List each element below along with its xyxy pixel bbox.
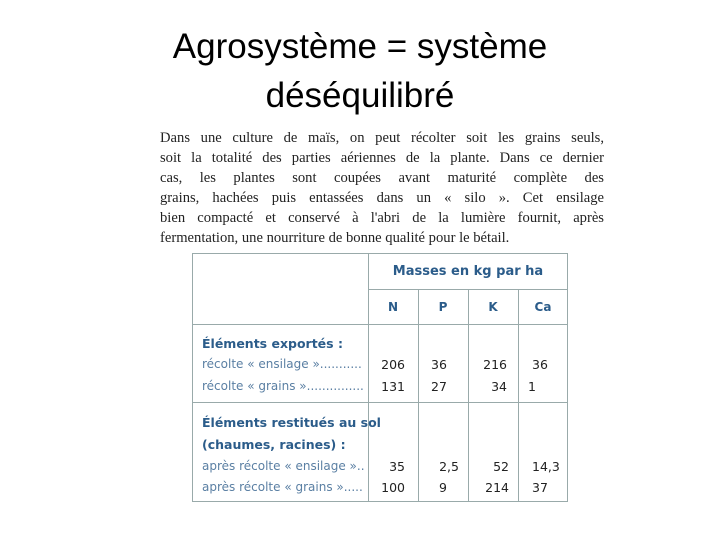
cell: 14,3: [532, 459, 560, 474]
table-header: Masses en kg par ha: [392, 264, 544, 279]
cell: 27: [431, 379, 447, 394]
cell: 52: [493, 459, 509, 474]
row-label: après récolte « grains ».....: [202, 480, 363, 494]
cell: 36: [532, 357, 548, 372]
cell: 206: [381, 357, 405, 372]
row-label: récolte « ensilage »...........: [202, 357, 362, 371]
cell: 216: [483, 357, 507, 372]
intro-paragraph: [160, 128, 604, 248]
column-header: N: [387, 300, 399, 314]
column-header: P: [438, 300, 448, 314]
divider: [193, 402, 567, 403]
cell: 37: [532, 480, 548, 495]
row-label: récolte « grains »...............: [202, 379, 364, 393]
title-line: Agrosystème = système: [172, 27, 548, 66]
paragraph-line: cas, les plantes sont coupées avant maturité complète des: [160, 170, 604, 186]
cell: 2,5: [439, 459, 459, 474]
column-header: Ca: [534, 300, 552, 314]
paragraph-line: fermentation, une nourriture de bonne qualité pour le bétail.: [160, 230, 510, 246]
cell: 36: [431, 357, 447, 372]
cell: 35: [389, 459, 405, 474]
section-title: Éléments restitués au sol: [202, 415, 381, 430]
cell: 1: [528, 379, 536, 394]
paragraph-line: soit la totalité des parties aériennes de la plante. Dans ce dernier: [160, 150, 604, 166]
paragraph-line: grains, hachées puis entassées dans un « silo ». Cet ensilage: [160, 190, 604, 206]
row-label: après récolte « ensilage »..: [202, 459, 365, 473]
paragraph-line: Dans une culture de maïs, on peut récolter soit les grains seuls,: [160, 130, 604, 146]
cell: 214: [485, 480, 509, 495]
title-line: déséquilibré: [265, 76, 455, 115]
cell: 9: [439, 480, 447, 495]
section-title: (chaumes, racines) :: [202, 437, 346, 452]
divider: [193, 324, 567, 325]
cell: 34: [491, 379, 507, 394]
cell: 131: [381, 379, 405, 394]
nutrient-table: [192, 253, 568, 502]
section-title: Éléments exportés :: [202, 336, 343, 351]
paragraph-line: bien compacté et conservé à l'abri de la lumière fournit, après: [160, 210, 604, 226]
cell: 100: [381, 480, 405, 495]
column-header: K: [488, 300, 498, 314]
divider: [368, 289, 567, 290]
page-title: [0, 22, 720, 120]
